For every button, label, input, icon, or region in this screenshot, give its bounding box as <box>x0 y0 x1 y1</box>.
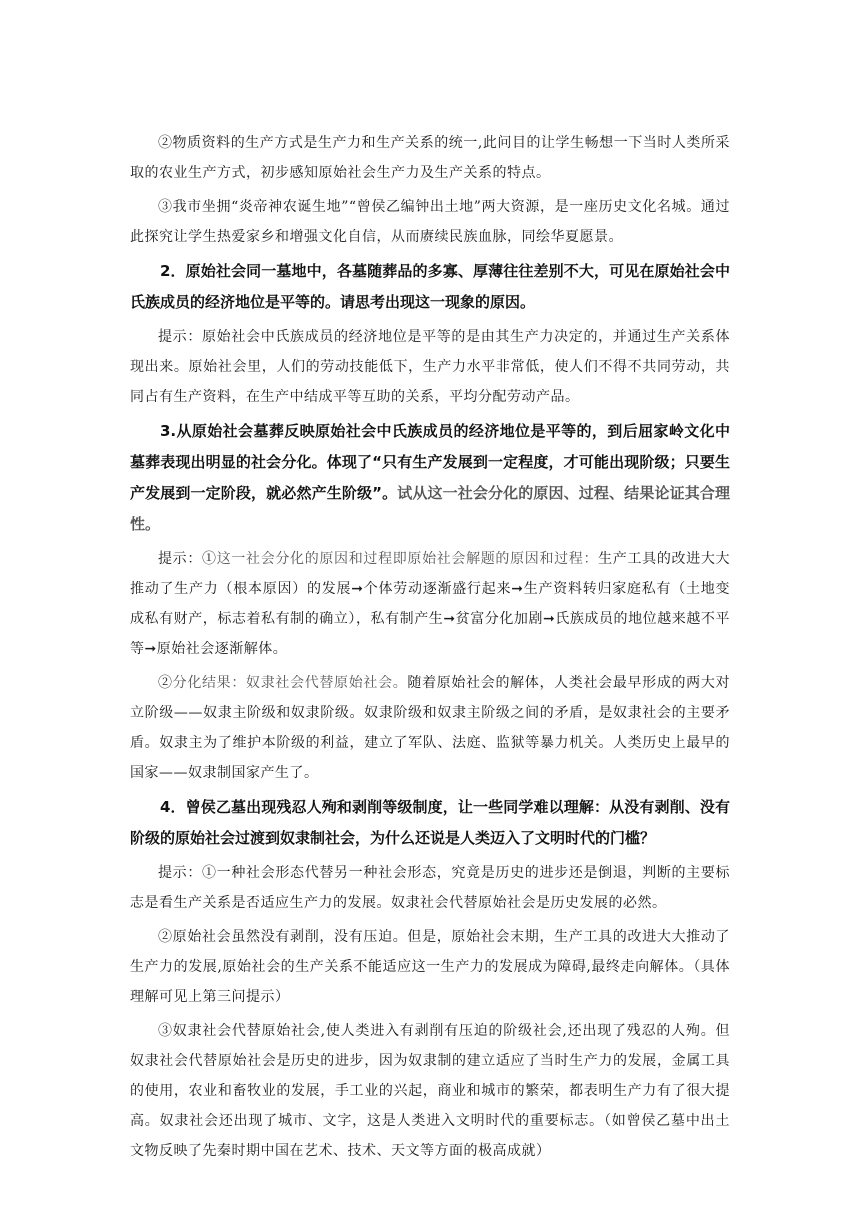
paragraph-production-mode: ②物质资料的生产方式是生产力和生产关系的统一,此问目的让学生畅想一下当时人类所采取的农业生产方式，初步感知原始社会生产力及生产关系的特点。 <box>130 135 730 181</box>
answer-4-part-2: ②原始社会虽然没有剥削，没有压迫。但是，原始社会末期，生产工具的改进大大推动了生产力的发展,原始社会的生产关系不能适应这一生产力的发展成为障碍,最终走向解体。（具体理解可见上第三问提示） <box>130 929 730 1005</box>
question-4: 4．曾侯乙墓出现残忍人殉和剥削等级制度，让一些同学难以理解：从没有剥削、没有阶级的原始社会过渡到奴隶制社会，为什么还说是人类迈入了文明时代的门槛？ <box>130 798 730 847</box>
question-3-main: 3.从原始社会墓葬反映原始社会中氏族成员的经济地位是平等的，到后屈家岭文化中墓葬表现出明显的社会分化。体现了“只有生产发展到一定程度，才可能出现阶级；只要生产发展到一定阶段，就必然产生阶级”。 <box>130 422 730 502</box>
answer-3-result-text: 随着原始社会的解体，人类社会最早形成的两大对立阶级——奴隶主阶级和奴隶阶级。奴隶阶级和奴隶主阶级之间的矛盾，是奴隶社会的主要矛盾。奴隶主为了维护本阶级的利益，建立了军队、法庭、监狱等暴力机关。人类历史上最早的国家——奴隶制国家产生了。 <box>130 675 731 781</box>
answer-3-part-1 <box>130 544 730 664</box>
question-3-tail: 试从这一社会分化的原因、过程、结果论证其合理性。 <box>130 484 730 533</box>
answer-3-lead: 提示：① <box>158 551 217 567</box>
question-2: 2．原始社会同一墓地中，各墓随葬品的多寡、厚薄往往差别不大，可见在原始社会中氏族成员的经济地位是平等的。请思考出现这一现象的原因。 <box>130 262 730 311</box>
answer-3b-lead: ② <box>158 675 173 691</box>
answer-4-part-1: 提示：①一种社会形态代替另一种社会形态，究竟是历史的进步还是倒退，判断的主要标志是看生产关系是否适应生产力的发展。奴隶社会代替原始社会是历史发展的必然。 <box>130 865 730 911</box>
answer-3-cause-text: 生产工具的改进大大推动了生产力（根本原因）的发展➞个体劳动逐渐盛行起来➞生产资料转归家庭私有（土地变成私有财产，标志着私有制的确立），私有制产生➞贫富分化加剧➞氏族成员的地位越来越不平等➞原始社会逐渐解体。 <box>130 551 731 657</box>
question-3 <box>130 416 730 540</box>
answer-3-cause-label: 这一社会分化的原因和过程即原始社会解题的原因和过程： <box>216 551 599 567</box>
document-body <box>130 128 730 1170</box>
answer-3-result-label: 分化结果：奴隶社会代替原始社会。 <box>172 675 408 691</box>
answer-4-part-3: ③奴隶社会代替原始社会,使人类进入有剥削有压迫的阶级社会,还出现了残忍的人殉。但奴隶社会代替原始社会是历史的进步，因为奴隶制的建立适应了当时生产力的发展，金属工具的使用，农业和畜牧业的发展，手工业的兴起，商业和城市的繁荣，都表明生产力有了很大提高。奴隶社会还出现了城市、文字，这是人类进入文明时代的重要标志。（如曾侯乙墓中出土文物反映了先秦时期中国在艺术、技术、天文等方面的极高成就） <box>130 1023 730 1159</box>
paragraph-hometown-culture: ③我市坐拥“炎帝神农诞生地”“曾侯乙编钟出土地”两大资源，是一座历史文化名城。通过此探究让学生热爱家乡和增强文化自信，从而赓续民族血脉，同绘华夏愿景。 <box>130 199 730 245</box>
answer-3-part-2 <box>130 668 730 788</box>
answer-2: 提示：原始社会中氏族成员的经济地位是平等的是由其生产力决定的，并通过生产关系体现出来。原始社会里，人们的劳动技能低下，生产力水平非常低，使人们不得不共同劳动，共同占有生产资料，在生产中结成平等互助的关系，平均分配劳动产品。 <box>130 329 730 405</box>
